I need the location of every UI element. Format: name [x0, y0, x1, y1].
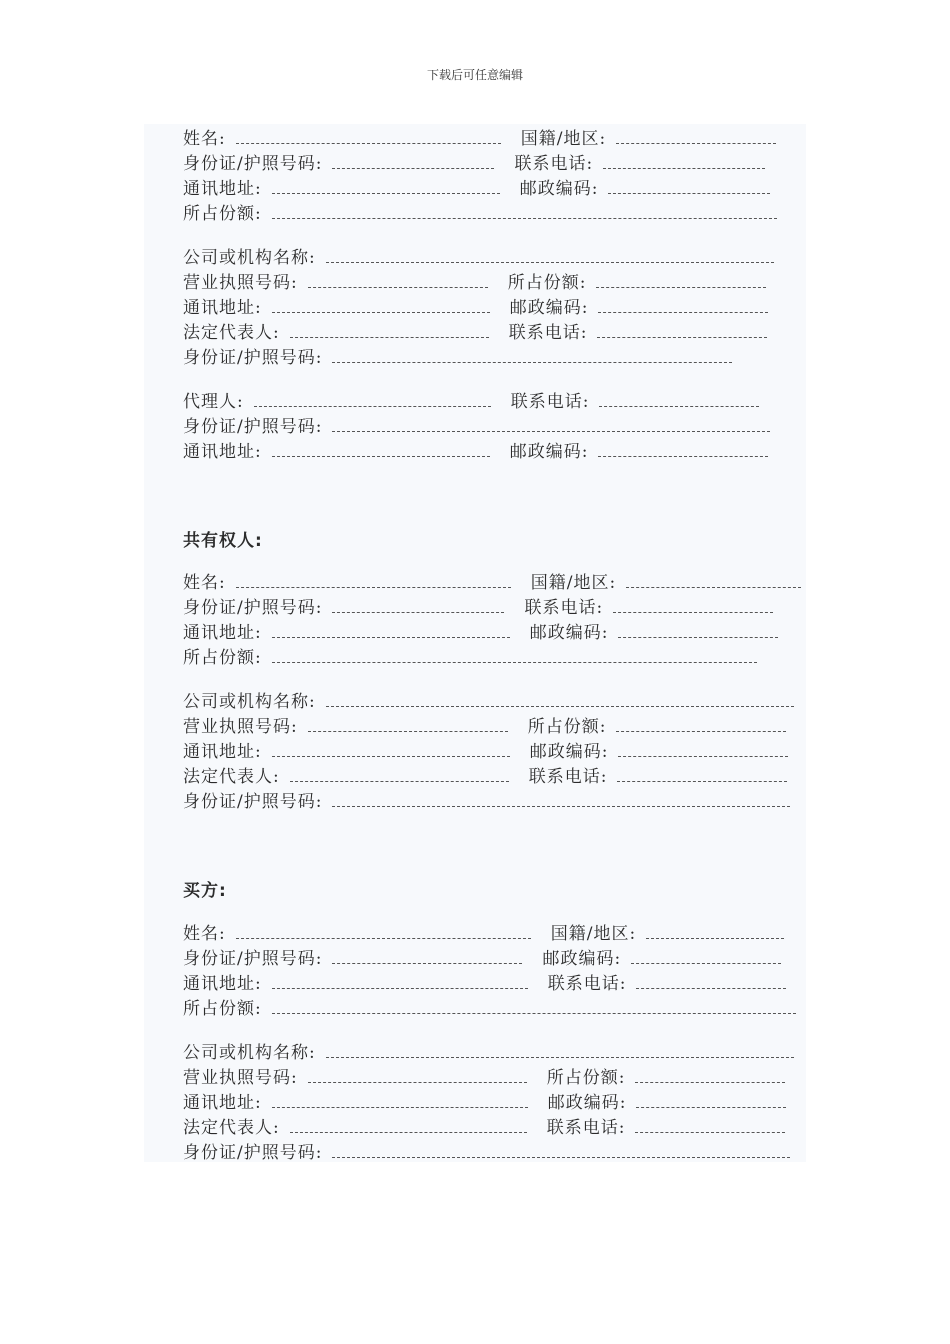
id-field[interactable]	[332, 806, 790, 807]
address-label: 通讯地址:	[183, 298, 262, 318]
address-field[interactable]	[272, 1107, 528, 1108]
buyer-name-row	[183, 919, 784, 944]
share-label: 所占份额:	[183, 204, 262, 224]
phone-label: 联系电话:	[524, 598, 604, 618]
id-field[interactable]	[332, 431, 770, 432]
buyer-id-row	[183, 944, 781, 969]
id-field[interactable]	[332, 612, 504, 613]
seller-name-row	[183, 124, 776, 149]
agent-row	[183, 387, 759, 412]
postcode-label: 邮政编码:	[509, 442, 589, 462]
company-label: 公司或机构名称:	[183, 1043, 316, 1063]
company-name-row	[183, 243, 774, 268]
legal-rep-label: 法定代表人:	[183, 1118, 280, 1138]
share-field[interactable]	[272, 218, 777, 219]
license-field[interactable]	[308, 731, 508, 732]
license-label: 营业执照号码:	[183, 1068, 298, 1088]
id-label: 身份证/护照号码:	[183, 792, 323, 812]
phone-field[interactable]	[613, 612, 773, 613]
postcode-label: 邮政编码:	[529, 742, 609, 762]
license-label: 营业执照号码:	[183, 273, 298, 293]
buyer-company-address-row	[183, 1088, 786, 1113]
id-label: 身份证/护照号码:	[183, 1143, 323, 1163]
buyer-address-row	[183, 969, 786, 994]
postcode-label: 邮政编码:	[529, 623, 609, 643]
company-field[interactable]	[326, 262, 774, 263]
id-label: 身份证/护照号码:	[183, 949, 323, 969]
postcode-field[interactable]	[598, 456, 768, 457]
buyer-heading: 买方:	[183, 881, 227, 901]
nationality-label: 国籍/地区:	[530, 573, 617, 593]
agent-id-row	[183, 412, 770, 437]
name-label: 姓名:	[183, 129, 226, 149]
postcode-field[interactable]	[618, 756, 788, 757]
phone-field[interactable]	[636, 988, 786, 989]
nationality-label: 国籍/地区:	[520, 129, 607, 149]
id-field[interactable]	[332, 168, 494, 169]
legal-rep-field[interactable]	[290, 337, 489, 338]
legal-rep-label: 法定代表人:	[183, 767, 280, 787]
postcode-label: 邮政编码:	[519, 179, 599, 199]
buyer-license-row	[183, 1063, 785, 1088]
co-owner-id-row	[183, 593, 773, 618]
buyer-legal-rep-row	[183, 1113, 785, 1138]
co-owner-legal-rep-row	[183, 762, 787, 787]
buyer-share-row	[183, 994, 796, 1019]
company-label: 公司或机构名称:	[183, 692, 316, 712]
name-field[interactable]	[236, 938, 531, 939]
license-field[interactable]	[308, 287, 488, 288]
agent-address-row	[183, 437, 768, 462]
address-label: 通讯地址:	[183, 742, 262, 762]
id-field[interactable]	[332, 1157, 790, 1158]
page-header: 下载后可任意编辑	[426, 68, 523, 82]
co-owner-company-address-row	[183, 737, 788, 762]
address-label: 通讯地址:	[183, 442, 262, 462]
postcode-field[interactable]	[631, 963, 781, 964]
nationality-field[interactable]	[626, 587, 801, 588]
address-label: 通讯地址:	[183, 623, 262, 643]
legal-rep-field[interactable]	[290, 1132, 527, 1133]
postcode-label: 邮政编码:	[542, 949, 622, 969]
id-label: 身份证/护照号码:	[183, 154, 323, 174]
license-row	[183, 268, 766, 293]
nationality-label: 国籍/地区:	[550, 924, 637, 944]
co-owner-name-row	[183, 568, 801, 593]
postcode-field[interactable]	[618, 637, 778, 638]
co-owner-company-row	[183, 687, 794, 712]
seller-id-row	[183, 149, 765, 174]
buyer-company-id-row	[183, 1138, 790, 1163]
company-address-row	[183, 293, 768, 318]
phone-label: 联系电话:	[508, 323, 588, 343]
phone-field[interactable]	[597, 337, 767, 338]
share-label: 所占份额:	[527, 717, 607, 737]
co-owner-share-row	[183, 643, 757, 668]
agent-field[interactable]	[254, 406, 491, 407]
company-field[interactable]	[326, 1057, 794, 1058]
share-field[interactable]	[272, 662, 757, 663]
phone-field[interactable]	[599, 406, 759, 407]
license-label: 营业执照号码:	[183, 717, 298, 737]
legal-rep-row	[183, 318, 767, 343]
address-field[interactable]	[272, 193, 500, 194]
phone-label: 联系电话:	[514, 154, 594, 174]
phone-label: 联系电话:	[528, 767, 608, 787]
co-owner-heading: 共有权人:	[183, 531, 263, 551]
phone-label: 联系电话:	[510, 392, 590, 412]
address-label: 通讯地址:	[183, 1093, 262, 1113]
legal-rep-field[interactable]	[290, 781, 509, 782]
address-label: 通讯地址:	[183, 974, 262, 994]
nationality-field[interactable]	[616, 143, 776, 144]
name-field[interactable]	[236, 143, 501, 144]
share-label: 所占份额:	[546, 1068, 626, 1088]
id-field[interactable]	[332, 963, 522, 964]
id-label: 身份证/护照号码:	[183, 417, 323, 437]
share-field[interactable]	[272, 1013, 796, 1014]
share-field[interactable]	[635, 1082, 785, 1083]
share-field[interactable]	[596, 287, 766, 288]
phone-field[interactable]	[617, 781, 787, 782]
share-label: 所占份额:	[183, 999, 262, 1019]
co-owner-company-id-row	[183, 787, 790, 812]
id-label: 身份证/护照号码:	[183, 598, 323, 618]
seller-share-row	[183, 199, 777, 224]
address-label: 通讯地址:	[183, 179, 262, 199]
address-field[interactable]	[272, 312, 490, 313]
name-label: 姓名:	[183, 924, 226, 944]
postcode-label: 邮政编码:	[509, 298, 589, 318]
share-label: 所占份额:	[507, 273, 587, 293]
postcode-field[interactable]	[636, 1107, 786, 1108]
address-field[interactable]	[272, 456, 490, 457]
id-label: 身份证/护照号码:	[183, 348, 323, 368]
name-label: 姓名:	[183, 573, 226, 593]
buyer-company-row	[183, 1038, 794, 1063]
address-field[interactable]	[272, 756, 510, 757]
legal-rep-label: 法定代表人:	[183, 323, 280, 343]
phone-label: 联系电话:	[546, 1118, 626, 1138]
postcode-field[interactable]	[598, 312, 768, 313]
postcode-label: 邮政编码:	[547, 1093, 627, 1113]
seller-address-row	[183, 174, 770, 199]
address-field[interactable]	[272, 637, 510, 638]
license-field[interactable]	[308, 1082, 527, 1083]
co-owner-license-row	[183, 712, 786, 737]
address-field[interactable]	[272, 988, 528, 989]
phone-field[interactable]	[635, 1132, 785, 1133]
name-field[interactable]	[236, 587, 511, 588]
company-field[interactable]	[326, 706, 794, 707]
company-label: 公司或机构名称:	[183, 248, 316, 268]
share-field[interactable]	[616, 731, 786, 732]
postcode-field[interactable]	[608, 193, 770, 194]
share-label: 所占份额:	[183, 648, 262, 668]
phone-field[interactable]	[603, 168, 765, 169]
company-id-row	[183, 343, 732, 368]
agent-label: 代理人:	[183, 392, 244, 412]
co-owner-address-row	[183, 618, 778, 643]
phone-label: 联系电话:	[547, 974, 627, 994]
nationality-field[interactable]	[646, 938, 784, 939]
id-field[interactable]	[332, 362, 732, 363]
